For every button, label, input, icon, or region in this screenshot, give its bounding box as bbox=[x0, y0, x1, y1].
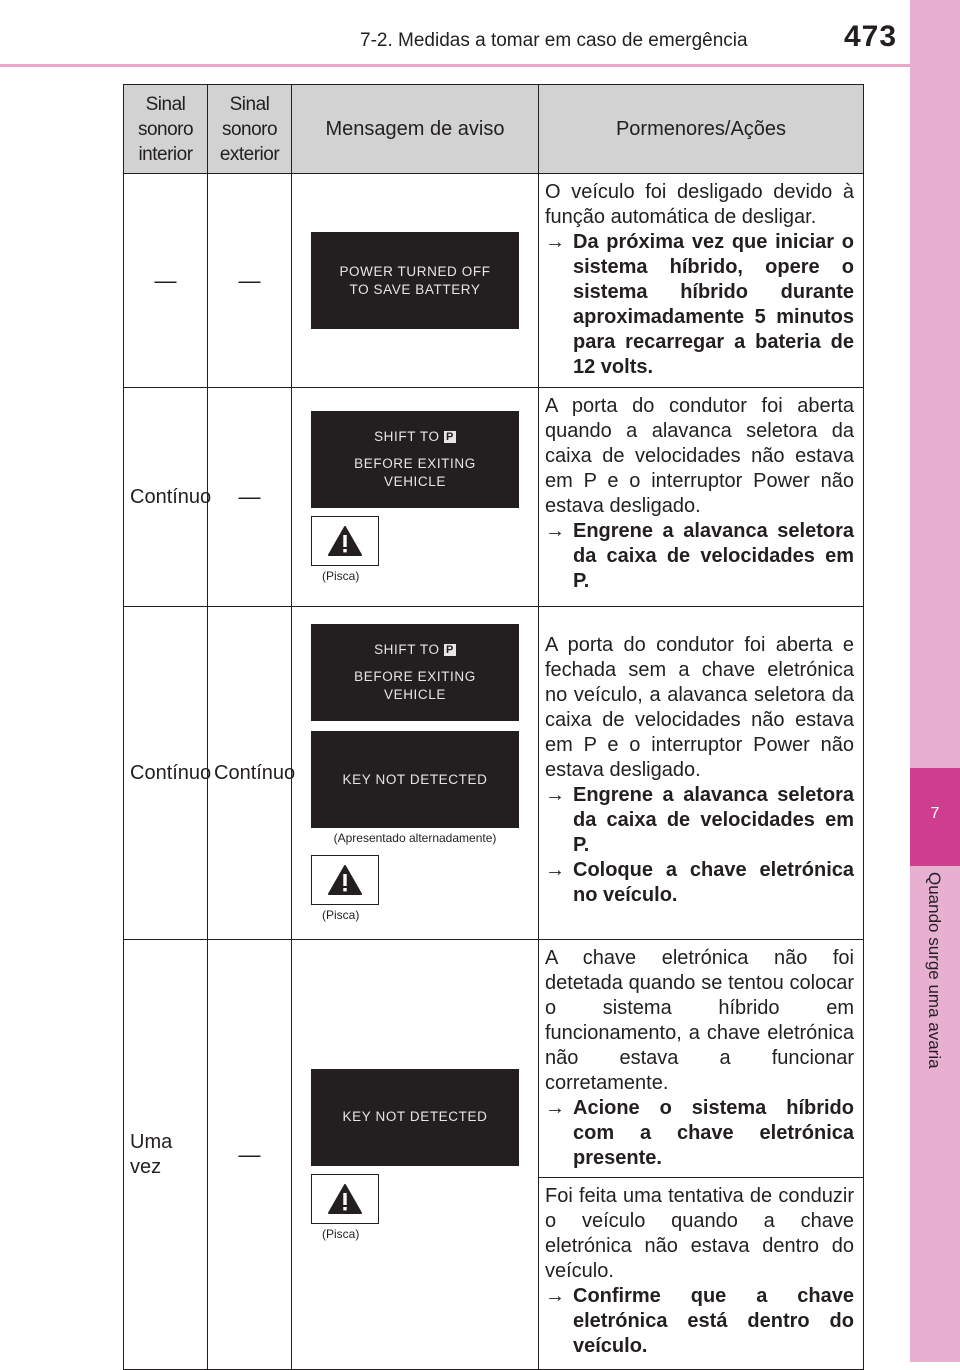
section-title: 7-2. Medidas a tomar em caso de emergência bbox=[360, 30, 748, 51]
arrow-icon: → bbox=[545, 1285, 565, 1307]
warning-triangle-icon bbox=[327, 1183, 363, 1215]
interior-buzzer-cell: — bbox=[124, 174, 208, 388]
exterior-buzzer-cell: — bbox=[208, 174, 292, 388]
blink-caption: (Pisca) bbox=[322, 1226, 360, 1241]
blink-caption: (Pisca) bbox=[322, 569, 360, 583]
details-cell bbox=[539, 940, 864, 1178]
table-header-row bbox=[124, 85, 864, 174]
display-key-not-detected: KEY NOT DETECTED bbox=[311, 731, 519, 828]
blink-caption: (Pisca) bbox=[322, 908, 360, 922]
action-item: → Acione o sistema híbrido com a chave eletrónica presente. bbox=[545, 1097, 854, 1169]
action-item: → Engrene a alavanca seletora da caixa de velocidades em P. bbox=[545, 520, 854, 592]
warning-message-cell bbox=[292, 174, 539, 388]
table-row bbox=[124, 388, 864, 607]
chapter-label: Quando surge uma avaria bbox=[925, 872, 944, 1069]
interior-buzzer-cell: Uma vez bbox=[124, 940, 208, 1370]
description: Foi feita uma tentativa de conduzir o veículo quando a chave eletrónica não estava dentro do veículo. bbox=[545, 1185, 854, 1282]
warning-message-cell bbox=[292, 607, 539, 940]
display-key-not-detected: KEY NOT DETECTED bbox=[311, 1069, 519, 1166]
details-cell bbox=[539, 1178, 864, 1370]
arrow-icon: → bbox=[545, 1097, 565, 1119]
arrow-icon: → bbox=[545, 520, 565, 542]
header-interior-buzzer: Sinal sonoro interior bbox=[124, 85, 208, 174]
arrow-icon: → bbox=[545, 784, 565, 806]
p-position-icon: P bbox=[446, 644, 454, 656]
master-warning-indicator bbox=[311, 516, 379, 566]
details-cell bbox=[539, 388, 864, 607]
p-position-icon: P bbox=[446, 431, 454, 443]
description: A porta do condutor foi aberta e fechada sem a chave eletrónica no veículo, a alavanca seletora da caixa de velocidades não estava em P e o interruptor Power não estava desligado. bbox=[545, 634, 854, 781]
description: O veículo foi desligado devido à função automática de desligar. bbox=[545, 181, 854, 228]
header-divider bbox=[0, 64, 910, 67]
action-item: → Coloque a chave eletrónica no veículo. bbox=[545, 859, 854, 906]
chapter-number: 7 bbox=[930, 805, 940, 822]
table-row bbox=[124, 607, 864, 940]
arrow-icon: → bbox=[545, 859, 565, 881]
chapter-side-tab bbox=[910, 0, 960, 1362]
exterior-buzzer-cell: — bbox=[208, 940, 292, 1370]
details-cell bbox=[539, 607, 864, 940]
master-warning-indicator bbox=[311, 855, 379, 905]
description: A chave eletrónica não foi detetada quando se tentou colocar o sistema híbrido em funcionamento, a chave eletrónica não estava a funcionar corretamente. bbox=[545, 947, 854, 1094]
description: A porta do condutor foi aberta quando a alavanca seletora da caixa de velocidades não estava em P e o interruptor Power não estava desligado. bbox=[545, 395, 854, 517]
header-details-actions: Pormenores/Ações bbox=[539, 85, 864, 174]
table-row bbox=[124, 940, 864, 1178]
display-shift-to-p: SHIFT TO P BEFORE EXITING VEHICLE bbox=[311, 411, 519, 508]
arrow-icon: → bbox=[545, 231, 565, 253]
warning-triangle-icon bbox=[327, 525, 363, 557]
exterior-buzzer-cell: Contínuo bbox=[208, 607, 292, 940]
interior-buzzer-cell: Contínuo bbox=[124, 607, 208, 940]
action-item: → Confirme que a chave eletrónica está dentro do veículo. bbox=[545, 1285, 854, 1357]
warning-message-cell bbox=[292, 940, 539, 1370]
action-item: → Da próxima vez que iniciar o sistema híbrido, opere o sistema híbrido durante aproximadamente 5 minutos para recarregar a bateria de 12 volts. bbox=[545, 231, 854, 378]
display-power-off: POWER TURNED OFF TO SAVE BATTERY bbox=[311, 232, 519, 329]
action-item: → Engrene a alavanca seletora da caixa de velocidades em P. bbox=[545, 784, 854, 856]
header-warning-message: Mensagem de aviso bbox=[292, 85, 539, 174]
display-shift-to-p: SHIFT TO P BEFORE EXITING VEHICLE bbox=[311, 624, 519, 721]
warning-table bbox=[123, 84, 864, 1370]
interior-buzzer-cell: Contínuo bbox=[124, 388, 208, 607]
warning-message-cell bbox=[292, 388, 539, 607]
alternate-caption: (Apresentado alternadamente) bbox=[333, 831, 497, 845]
header-exterior-buzzer: Sinal sonoro exterior bbox=[208, 85, 292, 174]
exterior-buzzer-cell: — bbox=[208, 388, 292, 607]
page-number: 473 bbox=[844, 20, 898, 53]
table-row bbox=[124, 174, 864, 388]
master-warning-indicator bbox=[311, 1174, 379, 1224]
warning-triangle-icon bbox=[327, 864, 363, 896]
details-cell bbox=[539, 174, 864, 388]
